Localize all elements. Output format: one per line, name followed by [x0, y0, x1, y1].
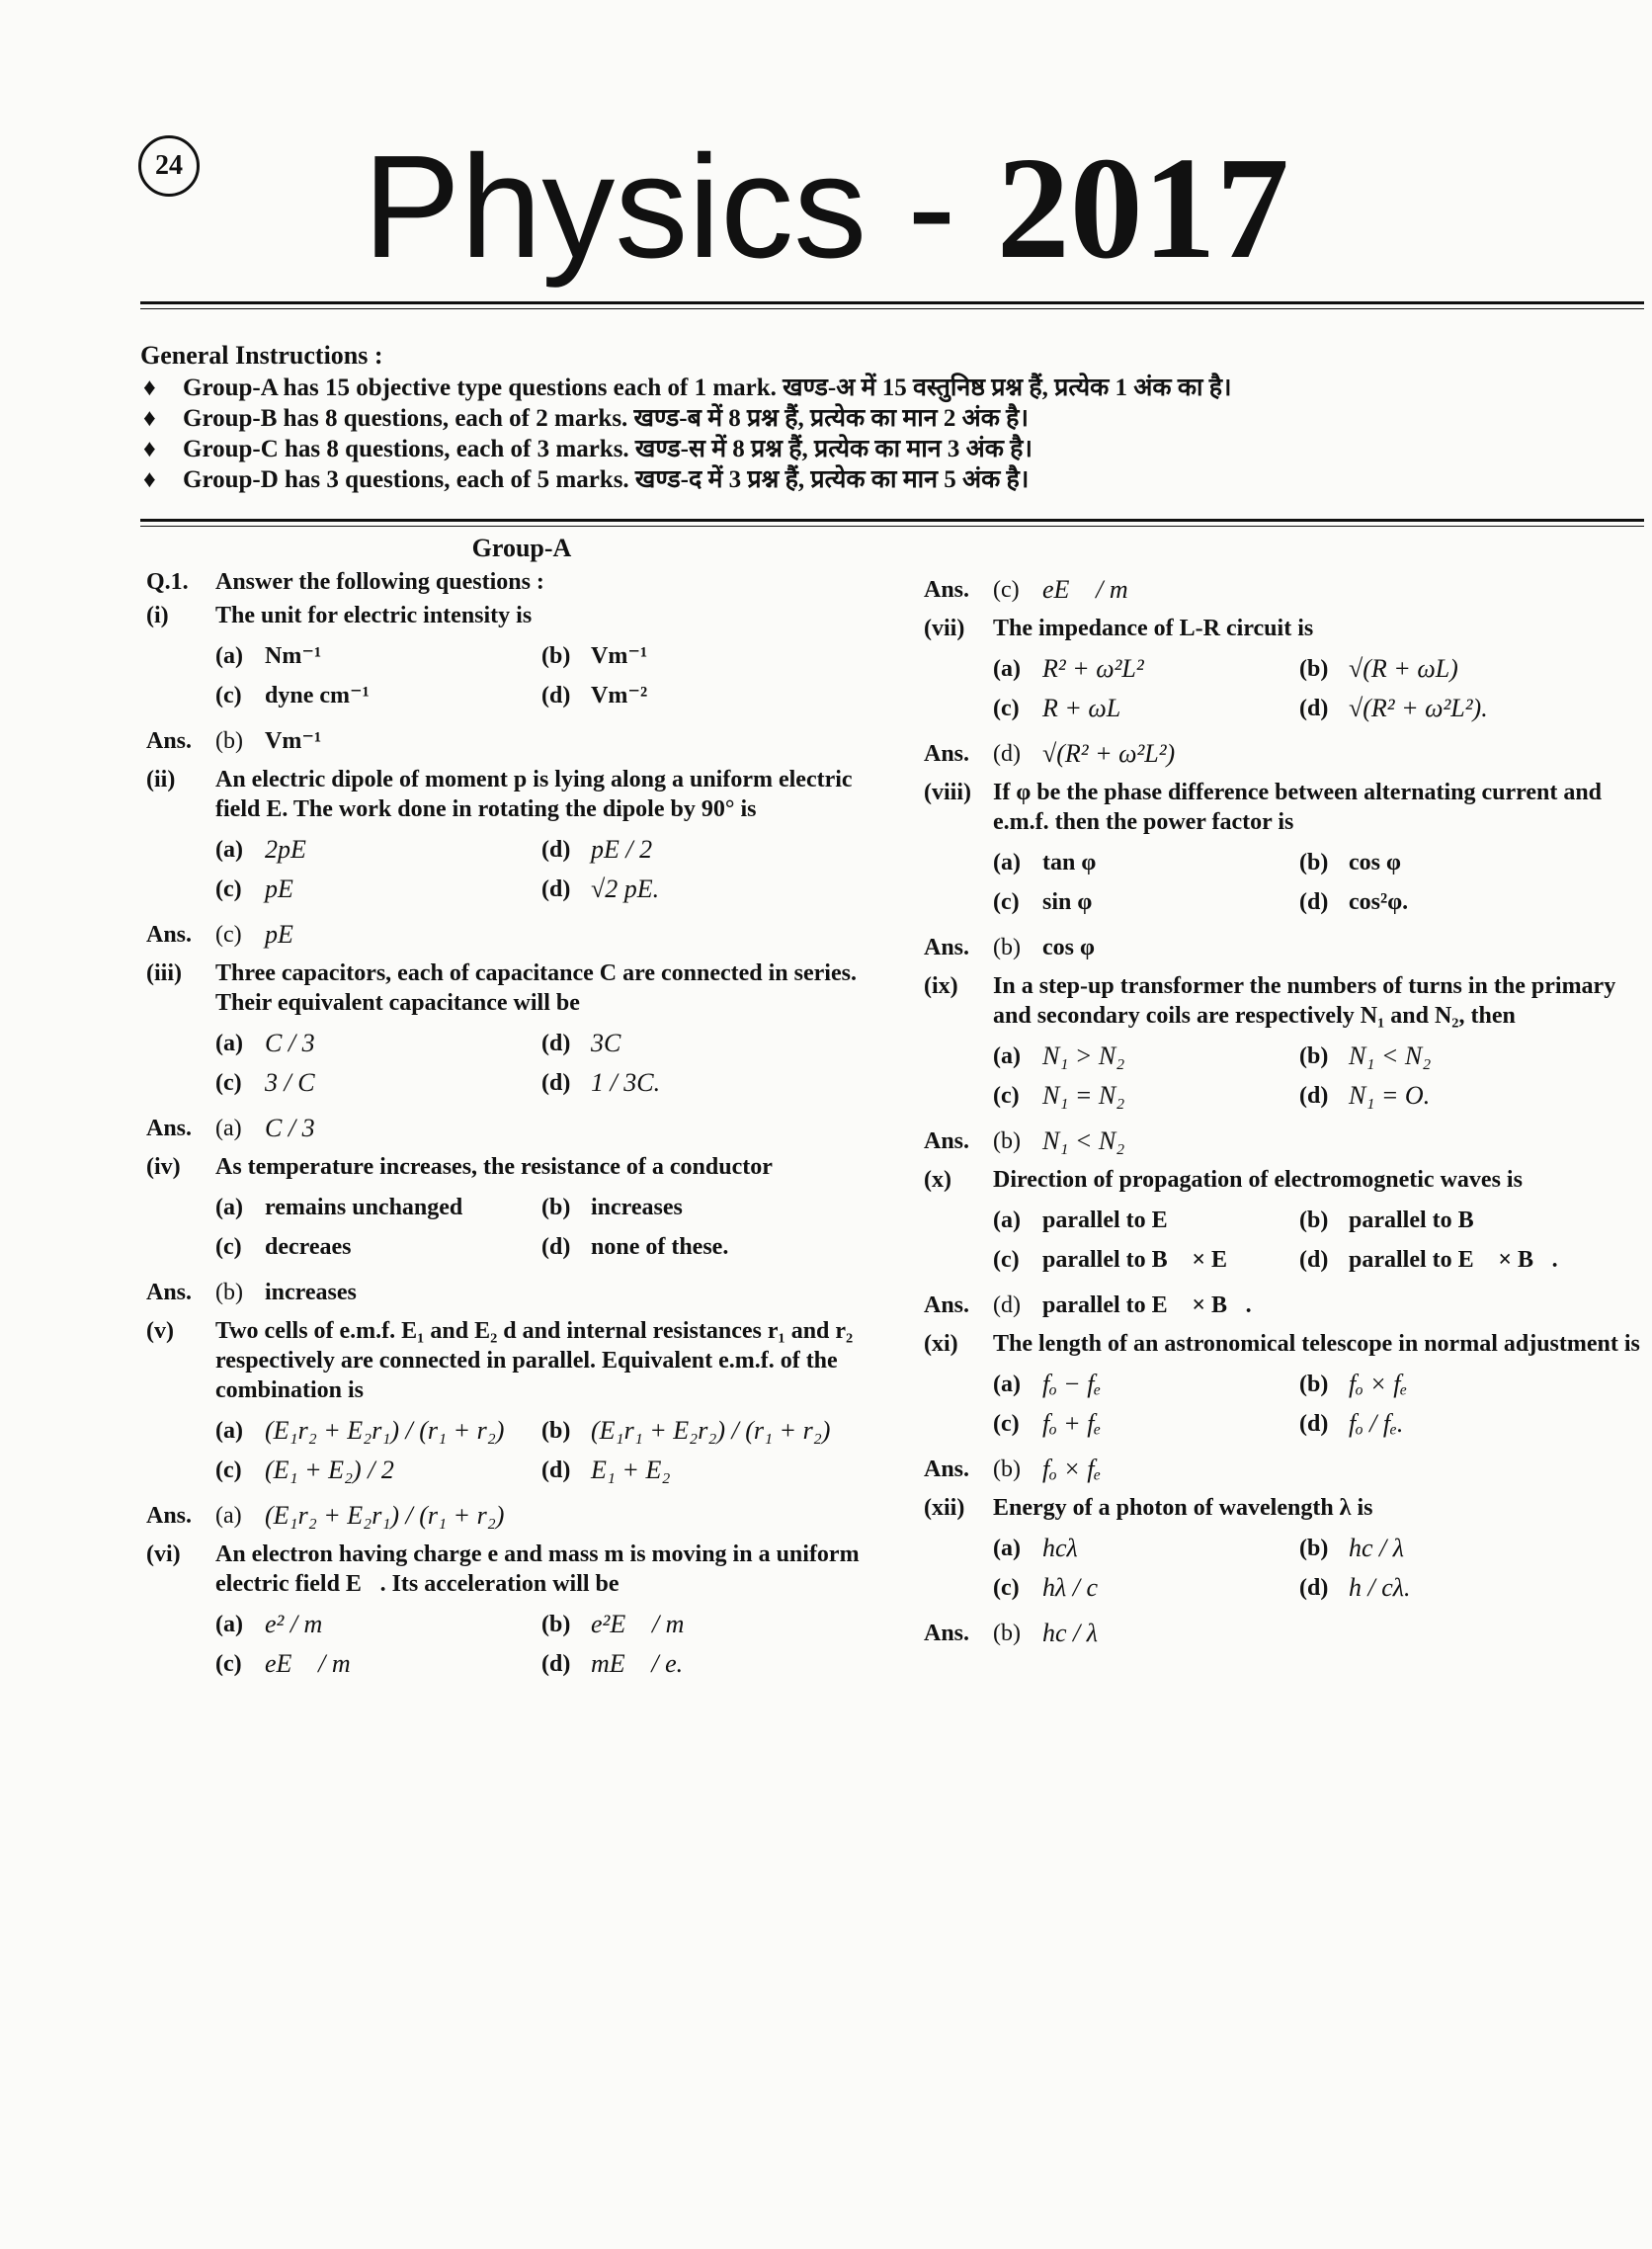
instructions-heading: General Instructions : — [140, 341, 383, 370]
option — [541, 1227, 897, 1267]
question-text: Direction of propagation of electromognetic waves is — [993, 1167, 1523, 1193]
option-letter: (a) — [993, 1372, 1021, 1397]
option — [993, 1404, 1289, 1444]
option-letter: (c) — [993, 889, 1020, 915]
option-value: fₒ − fₑ — [1042, 1370, 1102, 1398]
option — [215, 870, 532, 909]
answer-value: fₒ × fₑ — [1042, 1455, 1102, 1483]
question-item — [146, 1316, 897, 1405]
option-value: N₁ < N₂ — [1349, 1041, 1432, 1070]
question-text: The impedance of L-R circuit is — [993, 616, 1314, 641]
question-number: (ix) — [924, 973, 958, 999]
option — [1299, 1529, 1645, 1568]
question-item — [146, 765, 897, 824]
option — [993, 1037, 1289, 1076]
answer-label: Ans. — [924, 1128, 970, 1154]
answer-letter: (b) — [993, 1128, 1021, 1154]
option — [541, 1188, 897, 1227]
option-letter: (d) — [1299, 696, 1329, 721]
title-rule-thin — [140, 308, 1644, 309]
option — [541, 830, 897, 870]
option — [993, 1365, 1289, 1404]
answer-value: parallel to E⃗ × B⃗. — [1042, 1292, 1252, 1318]
question-item — [924, 971, 1645, 1031]
option — [215, 1227, 532, 1267]
option-value: mE⃗ / e. — [591, 1649, 684, 1678]
option-value: √(R² + ω²L²). — [1349, 694, 1488, 722]
option-letter: (d) — [541, 1234, 571, 1260]
option-value: parallel to B⃗ — [1349, 1208, 1493, 1233]
question-number: (iii) — [146, 960, 182, 986]
option-value: 1 / 3C. — [591, 1068, 661, 1097]
answer-label: Ans. — [924, 935, 970, 960]
option — [993, 843, 1289, 882]
option-letter: (c) — [993, 1083, 1020, 1109]
option-value: eE⃗ / m — [265, 1649, 351, 1678]
option-letter: (a) — [215, 1195, 243, 1220]
answer-letter: (b) — [215, 728, 243, 754]
answer-line — [146, 1496, 897, 1536]
answer-letter: (d) — [993, 741, 1021, 767]
option — [215, 1644, 532, 1684]
option-value: R² + ω²L² — [1042, 654, 1144, 683]
question-item — [924, 1165, 1645, 1195]
option — [993, 1240, 1289, 1280]
answer-label: Ans. — [146, 922, 193, 948]
option-letter: (d) — [1299, 1083, 1329, 1109]
answer-value: pE — [265, 920, 293, 949]
options-grid — [993, 1201, 1645, 1280]
option-value: 3C — [591, 1029, 621, 1057]
title-rule — [140, 301, 1644, 304]
option-letter: (d) — [541, 876, 571, 902]
option-letter: (b) — [1299, 1372, 1329, 1397]
instruction-item: ♦ Group-C has 8 questions, each of 3 marks. खण्ड-स में 8 प्रश्न हैं, प्रत्येक का मान 3 अंक है। — [143, 434, 1625, 464]
option-letter: (c) — [215, 1234, 242, 1260]
answer-label: Ans. — [924, 1457, 970, 1482]
question-text: An electric dipole of moment p is lying along a uniform electric field E. The work done in rotating the dipole by 90° is — [215, 767, 853, 822]
options-grid — [993, 1037, 1645, 1116]
option — [993, 689, 1289, 728]
option — [1299, 689, 1645, 728]
option — [215, 830, 532, 870]
option-value: hcλ — [1042, 1534, 1078, 1562]
page-title — [0, 125, 1652, 290]
option-value: parallel to E⃗ × B⃗. — [1349, 1247, 1558, 1273]
option — [1299, 1076, 1645, 1116]
answer-label: Ans. — [146, 1280, 193, 1305]
option-value: N₁ = N₂ — [1042, 1081, 1125, 1110]
option — [541, 676, 897, 715]
answer-label: Ans. — [924, 1292, 970, 1318]
answer-label: Ans. — [146, 1503, 193, 1529]
options-grid — [993, 1365, 1645, 1444]
option-value: 3 / C — [265, 1068, 315, 1097]
option-letter: (a) — [215, 1418, 243, 1444]
question-number: (x) — [924, 1167, 951, 1193]
option-value: e² / m — [265, 1610, 323, 1638]
option-letter: (d) — [1299, 1411, 1329, 1437]
question-item — [146, 1540, 897, 1599]
options-grid — [215, 1605, 897, 1684]
option — [1299, 1201, 1645, 1240]
option-value: parallel to E⃗ — [1042, 1208, 1187, 1233]
answer-line — [924, 928, 1645, 967]
answer-letter: (a) — [215, 1116, 242, 1141]
option-letter: (d) — [541, 683, 571, 708]
option-value: e²E⃗ / m — [591, 1610, 685, 1638]
option-letter: (d) — [541, 1651, 571, 1677]
option-letter: (a) — [993, 1208, 1021, 1233]
option-letter: (d) — [1299, 1247, 1329, 1273]
option — [1299, 1404, 1645, 1444]
option — [541, 1605, 897, 1644]
option — [1299, 1037, 1645, 1076]
option-value: Nm⁻¹ — [265, 643, 322, 669]
option-letter: (b) — [1299, 1536, 1329, 1561]
option-value: increases — [591, 1195, 683, 1220]
title-subject: Physics - — [363, 125, 997, 289]
options-grid — [993, 1529, 1645, 1608]
option — [1299, 1568, 1645, 1608]
option-letter: (d) — [541, 1070, 571, 1096]
options-grid — [215, 1024, 897, 1103]
answer-label: Ans. — [146, 1116, 193, 1141]
answer-line — [924, 1286, 1645, 1325]
question-number: (ii) — [146, 767, 176, 792]
option-value: none of these. — [591, 1234, 729, 1260]
group-heading: Group-A — [471, 534, 572, 562]
option-letter: (b) — [541, 1195, 571, 1220]
option-value: √2 pE. — [591, 875, 660, 903]
option-letter: (c) — [215, 683, 242, 708]
question-text: Three capacitors, each of capacitance C are connected in series. Their equivalent capacitance will be — [215, 960, 857, 1016]
instruction-item: ♦ Group-D has 3 questions, each of 5 marks. खण्ड-द में 3 प्रश्न हैं, प्रत्येक का मान 5 अंक है। — [143, 464, 1625, 495]
option — [541, 1411, 897, 1451]
option-value: R + ωL — [1042, 694, 1121, 722]
options-grid — [215, 830, 897, 909]
option — [215, 1024, 532, 1063]
question-number: (vii) — [924, 616, 965, 641]
option — [1299, 1365, 1645, 1404]
option-value: hc / λ — [1349, 1534, 1405, 1562]
option-letter: (c) — [993, 1575, 1020, 1601]
option — [993, 882, 1289, 922]
option-letter: (b) — [1299, 1208, 1329, 1233]
option-value: h / cλ. — [1349, 1573, 1411, 1602]
option — [1299, 843, 1645, 882]
option — [1299, 1240, 1645, 1280]
option-value: C / 3 — [265, 1029, 315, 1057]
option — [541, 1063, 897, 1103]
option-value: parallel to B⃗ × E⃗ — [1042, 1247, 1246, 1273]
question-number: (vi) — [146, 1541, 181, 1567]
option-letter: (c) — [215, 876, 242, 902]
answer-value: √(R² + ω²L²) — [1042, 739, 1176, 768]
title-year: 2017 — [996, 127, 1289, 290]
answer-line — [924, 734, 1645, 774]
answer-line — [924, 1122, 1645, 1161]
question-item — [924, 1493, 1645, 1523]
question-text: Two cells of e.m.f. E₁ and E₂ d and internal resistances r₁ and r₂ respectively are connected in parallel. Equivalent e.m.f. of the combination is — [215, 1318, 854, 1403]
option — [215, 1605, 532, 1644]
option-value: dyne cm⁻¹ — [265, 683, 370, 708]
option — [215, 676, 532, 715]
option-value: cos²φ. — [1349, 889, 1409, 915]
question-text: Energy of a photon of wavelength λ is — [993, 1495, 1373, 1521]
option — [993, 1201, 1289, 1240]
option-letter: (c) — [215, 1651, 242, 1677]
answer-letter: (a) — [215, 1503, 242, 1529]
option-letter: (a) — [993, 656, 1021, 682]
answer-label: Ans. — [146, 728, 193, 754]
answer-line — [146, 1273, 897, 1312]
answer-value: eE⃗ / m — [1042, 575, 1128, 604]
instructions-rule — [140, 519, 1644, 522]
option-value: 2pE — [265, 835, 306, 864]
option — [215, 636, 532, 676]
option-letter: (a) — [993, 850, 1021, 875]
question-text: In a step-up transformer the numbers of turns in the primary and secondary coils are respectively N₁ and N₂, then — [993, 973, 1616, 1029]
option-letter: (a) — [215, 837, 243, 863]
option — [993, 1568, 1289, 1608]
option-letter: (b) — [1299, 1043, 1329, 1069]
answer-line — [924, 570, 1645, 610]
option-letter: (c) — [215, 1458, 242, 1483]
question-text: The length of an astronomical telescope in normal adjustment is — [993, 1331, 1640, 1357]
answer-letter: (b) — [993, 935, 1021, 960]
options-grid — [993, 649, 1645, 728]
answer-letter: (b) — [993, 1457, 1021, 1482]
option — [215, 1188, 532, 1227]
question-main — [146, 567, 897, 597]
left-column — [146, 534, 897, 1690]
page-number: 24 — [138, 135, 200, 197]
instructions-rule-thin — [140, 526, 1644, 527]
question-item — [146, 601, 897, 630]
option-value: fₒ / fₑ. — [1349, 1409, 1404, 1438]
options-grid — [215, 1411, 897, 1490]
option-value: remains unchanged — [265, 1195, 463, 1220]
option-letter: (c) — [993, 1247, 1020, 1273]
option-letter: (b) — [1299, 850, 1329, 875]
answer-label: Ans. — [924, 577, 970, 603]
option — [1299, 882, 1645, 922]
option-letter: (a) — [215, 643, 243, 669]
question-text: The unit for electric intensity is — [215, 603, 533, 628]
option-letter: (a) — [993, 1536, 1021, 1561]
answer-line — [146, 1109, 897, 1148]
question-number: (i) — [146, 603, 169, 628]
option-value: √(R + ωL) — [1349, 654, 1458, 683]
answer-letter: (d) — [993, 1292, 1021, 1318]
instructions-list — [143, 373, 1625, 495]
answer-line — [146, 915, 897, 955]
option-letter: (a) — [993, 1043, 1021, 1069]
question-item — [924, 1329, 1645, 1359]
option-letter: (d) — [541, 1031, 571, 1056]
answer-value: increases — [265, 1280, 357, 1305]
option-value: pE — [265, 875, 293, 903]
option-value: fₒ + fₑ — [1042, 1409, 1102, 1438]
answer-value: cos φ — [1042, 935, 1095, 960]
question-number: (v) — [146, 1318, 174, 1344]
question-item — [924, 614, 1645, 643]
option — [993, 1529, 1289, 1568]
answer-label: Ans. — [924, 1621, 970, 1646]
answer-label: Ans. — [924, 741, 970, 767]
option-value: N₁ = O. — [1349, 1081, 1431, 1110]
option — [541, 870, 897, 909]
instruction-item: ♦ Group-B has 8 questions, each of 2 marks. खण्ड-ब में 8 प्रश्न हैं, प्रत्येक का मान 2 अंक है। — [143, 403, 1625, 434]
option — [541, 1024, 897, 1063]
answer-value: N₁ < N₂ — [1042, 1126, 1125, 1155]
option-value: Vm⁻² — [591, 683, 648, 708]
question-item — [146, 1152, 897, 1182]
answer-line — [924, 1614, 1645, 1653]
option-value: (E₁r₂ + E₂r₁) / (r₁ + r₂) — [265, 1416, 505, 1445]
option — [215, 1411, 532, 1451]
answer-value: hc / λ — [1042, 1619, 1099, 1647]
question-number: (iv) — [146, 1154, 181, 1180]
right-column — [924, 568, 1645, 1655]
answer-line — [146, 721, 897, 761]
option-letter: (d) — [1299, 889, 1329, 915]
option — [215, 1063, 532, 1103]
question-item — [146, 958, 897, 1018]
question-number: (xii) — [924, 1495, 965, 1521]
option — [993, 649, 1289, 689]
option-value: hλ / c — [1042, 1573, 1099, 1602]
answer-value: (E₁r₂ + E₂r₁) / (r₁ + r₂) — [265, 1501, 505, 1530]
answer-letter: (c) — [993, 577, 1020, 603]
option — [541, 1644, 897, 1684]
answer-letter: (b) — [215, 1280, 243, 1305]
option — [1299, 649, 1645, 689]
option-letter: (a) — [215, 1031, 243, 1056]
question-number: (viii) — [924, 780, 971, 805]
option-letter: (b) — [541, 1612, 571, 1637]
answer-value: Vm⁻¹ — [265, 728, 322, 754]
option-value: (E₁r₁ + E₂r₂) / (r₁ + r₂) — [591, 1416, 831, 1445]
option-value: pE / 2 — [591, 835, 653, 864]
option-value: N₁ > N₂ — [1042, 1041, 1125, 1070]
option-value: decreaes — [265, 1234, 352, 1260]
option — [541, 636, 897, 676]
option-value: fₒ × fₑ — [1349, 1370, 1408, 1398]
option-value: Vm⁻¹ — [591, 643, 648, 669]
option-letter: (b) — [541, 643, 571, 669]
option — [993, 1076, 1289, 1116]
instruction-item: ♦ Group-A has 15 objective type questions each of 1 mark. खण्ड-अ में 15 वस्तुनिष्ठ प्रश्न हैं, प्रत्येक 1 अंक का है। — [143, 373, 1625, 403]
question-text: Answer the following questions : — [215, 569, 544, 595]
option — [215, 1451, 532, 1490]
option-letter: (c) — [993, 696, 1020, 721]
option-value: sin φ — [1042, 889, 1093, 915]
answer-letter: (b) — [993, 1621, 1021, 1646]
question-item — [924, 778, 1645, 837]
option-letter: (d) — [541, 837, 571, 863]
options-grid — [993, 843, 1645, 922]
option-value: tan φ — [1042, 850, 1097, 875]
option-value: (E₁ + E₂) / 2 — [265, 1456, 394, 1484]
answer-letter: (c) — [215, 922, 242, 948]
options-grid — [215, 1188, 897, 1267]
option-letter: (d) — [1299, 1575, 1329, 1601]
answer-line — [924, 1450, 1645, 1489]
question-text: An electron having charge e and mass m is moving in a uniform electric field E⃗. Its acceleration will be — [215, 1541, 860, 1597]
option-letter: (c) — [215, 1070, 242, 1096]
question-number: (xi) — [924, 1331, 958, 1357]
option-letter: (c) — [993, 1411, 1020, 1437]
option-letter: (b) — [541, 1418, 571, 1444]
option-letter: (d) — [541, 1458, 571, 1483]
question-number: Q.1. — [146, 569, 189, 595]
option — [541, 1451, 897, 1490]
option-letter: (a) — [215, 1612, 243, 1637]
options-grid — [215, 636, 897, 715]
option-value: cos φ — [1349, 850, 1401, 875]
question-text: If φ be the phase difference between alternating current and e.m.f. then the power factor is — [993, 780, 1603, 835]
option-letter: (b) — [1299, 656, 1329, 682]
question-text: As temperature increases, the resistance of a conductor — [215, 1154, 773, 1180]
answer-value: C / 3 — [265, 1114, 315, 1142]
option-value: E₁ + E₂ — [591, 1456, 671, 1484]
